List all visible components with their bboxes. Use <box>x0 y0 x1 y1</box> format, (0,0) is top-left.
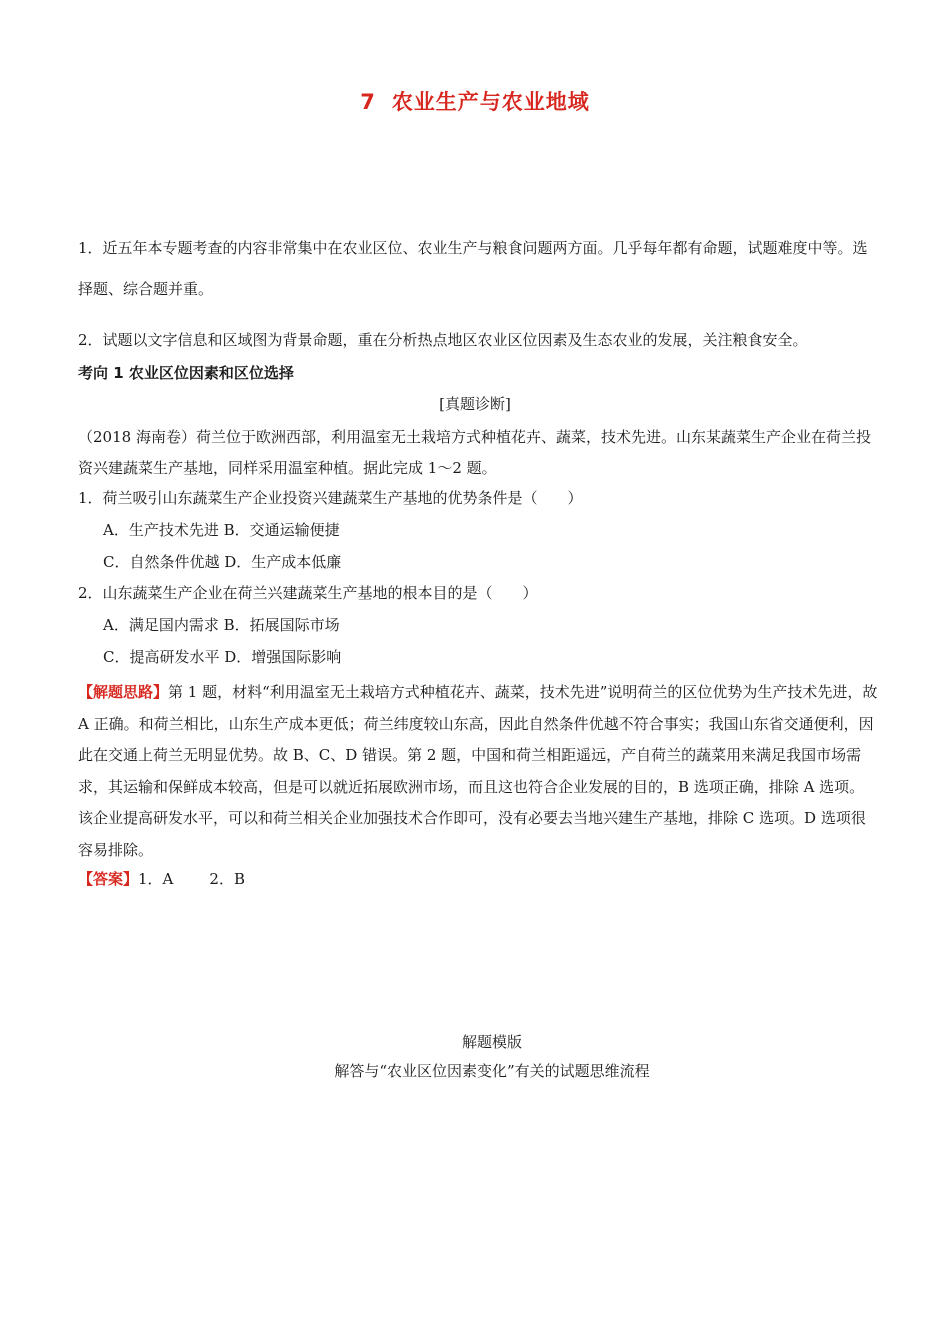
question-2-options-row-1: A．满足国内需求 B．拓展国际市场 <box>103 616 340 634</box>
template-heading: 解题模版 <box>461 1033 522 1051</box>
section-heading: 考向 1 农业区位因素和区位选择 <box>78 364 294 382</box>
page-title <box>0 86 950 116</box>
template-subheading: 解答与“农业区位因素变化”有关的试题思维流程 <box>334 1062 650 1080</box>
question-1: 1．荷兰吸引山东蔬菜生产企业投资兴建蔬菜生产基地的优势条件是（ ） <box>78 489 583 507</box>
answer-1: 1．A <box>138 870 174 888</box>
analysis-tag: 【解题思路】 <box>78 683 169 701</box>
answer-tag: 【答案】 <box>78 870 139 888</box>
intro-paragraph-1: 1．近五年本专题考查的内容非常集中在农业区位、农业生产与粮食问题两方面。几乎每年都有命题，试题难度中等。选择题、综合题并重。 <box>78 239 868 298</box>
question-1-options-row-1: A．生产技术先进 B．交通运输便捷 <box>103 521 340 539</box>
chapter-number: 7 <box>360 90 376 114</box>
question-1-options-row-2: C．自然条件优越 D．生产成本低廉 <box>103 553 342 571</box>
chapter-title: 农业生产与农业地域 <box>391 90 590 114</box>
answer-2: 2．B <box>209 870 245 888</box>
intro-paragraph-2: 2．试题以文字信息和区域图为背景命题，重在分析热点地区农业区位因素及生态农业的发展，关注粮食安全。 <box>78 331 808 349</box>
answer-line <box>78 868 245 889</box>
question-stem: （2018 海南卷）荷兰位于欧洲西部，利用温室无土栽培方式种植花卉、蔬菜，技术先进。山东某蔬菜生产企业在荷兰投资兴建蔬菜生产基地，同样采用温室种植。据此完成 1～2 题。 <box>78 428 871 477</box>
diagnosis-label: [真题诊断] <box>439 395 511 413</box>
analysis-text: 第 1 题，材料“利用温室无土栽培方式种植花卉、蔬菜，技术先进”说明荷兰的区位优势为生产技术先进，故 A 正确。和荷兰相比，山东生产成本更低；荷兰纬度较山东高，因此自然条件优越不符合事实；我国山东省交通便利，因此在交通上荷兰无明显优势。故 B、C、D 错误。第 2 题，中国和荷兰相距遥远，产自荷兰的蔬菜用来满足我国市场需求，其运输和保鲜成本较高，但是可以就近拓展欧洲市场，而且这也符合企业发展的目的，B 选项正确，排除 A 选项。该企业提高研发水平，可以和荷兰相关企业加强技术合作即可，没有必要去当地兴建生产基地，排除 C 选项。D 选项很容易排除。 <box>78 683 878 859</box>
question-2-options-row-2: C．提高研发水平 D．增强国际影响 <box>103 648 342 666</box>
question-2: 2．山东蔬菜生产企业在荷兰兴建蔬菜生产基地的根本目的是（ ） <box>78 584 538 602</box>
analysis-paragraph <box>78 677 878 866</box>
